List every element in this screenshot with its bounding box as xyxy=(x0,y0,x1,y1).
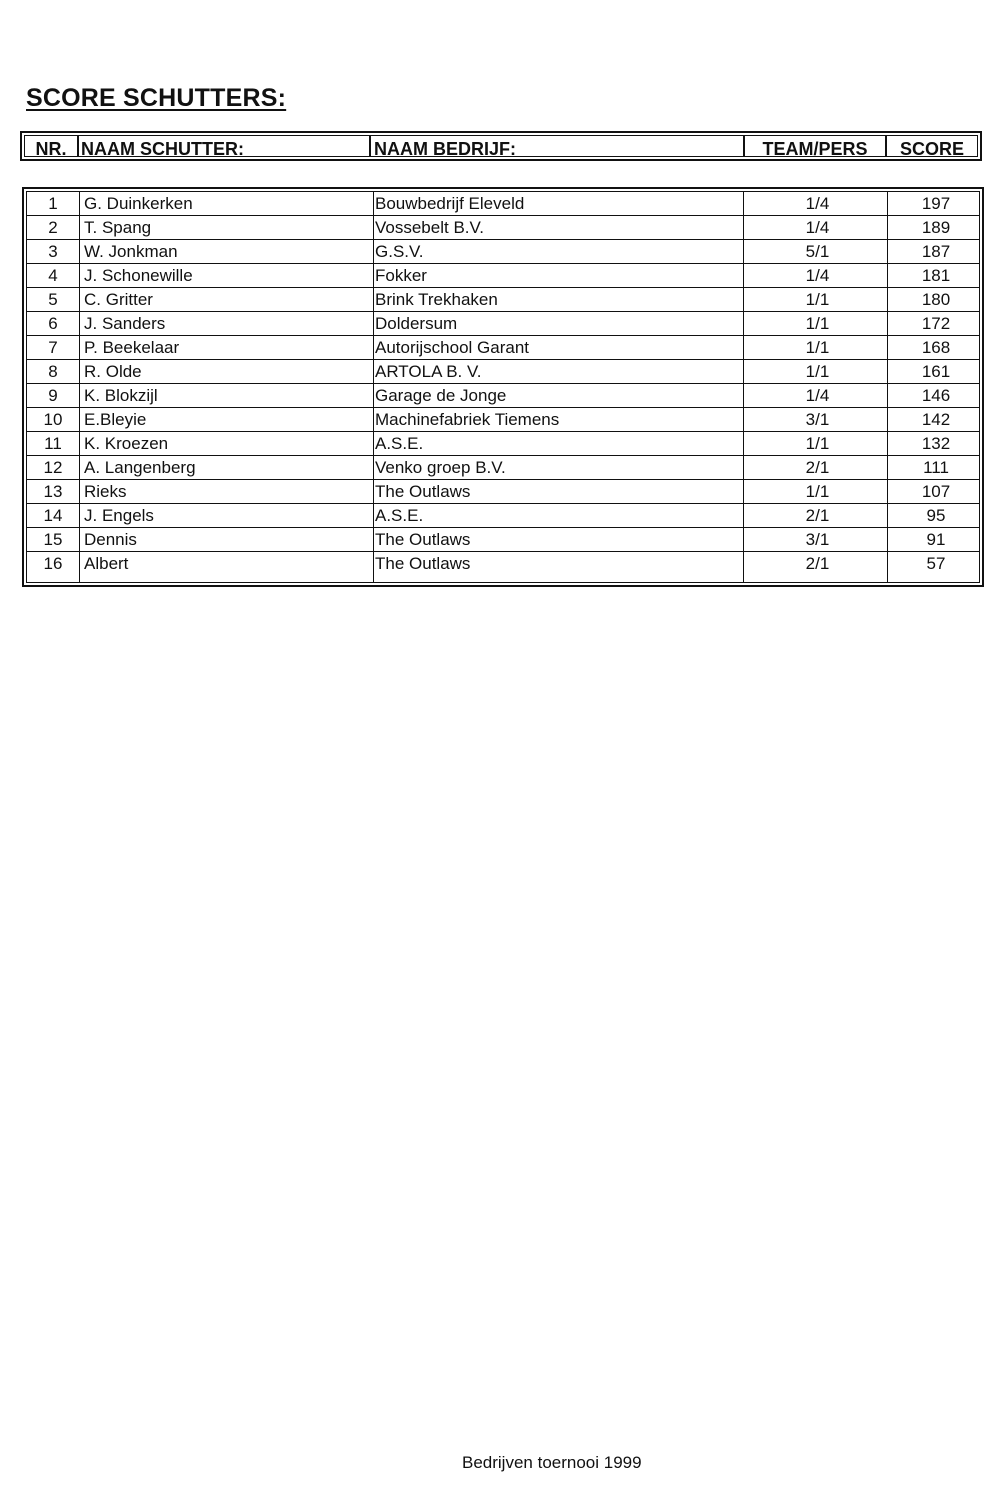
cell-company: Fokker xyxy=(375,266,427,285)
table-row xyxy=(27,480,979,504)
cell-name: K. Kroezen xyxy=(84,434,169,453)
cell-company: A.S.E. xyxy=(375,506,424,525)
cell-team: 2/1 xyxy=(805,458,830,477)
cell-team: 1/4 xyxy=(805,218,830,237)
cell-team: 1/1 xyxy=(805,482,830,501)
column-header-table xyxy=(20,131,982,161)
cell-company: Venko groep B.V. xyxy=(375,458,506,477)
cell-company: G.S.V. xyxy=(375,242,424,261)
cell-name: C. Gritter xyxy=(84,290,153,309)
column-header-row xyxy=(24,135,978,157)
cell-team: 1/4 xyxy=(805,194,830,213)
cell-team: 5/1 xyxy=(805,242,830,261)
cell-score: 132 xyxy=(921,434,951,453)
cell-team: 1/1 xyxy=(805,362,830,381)
column-header-team: TEAM/PERS xyxy=(743,136,885,156)
cell-name: P. Beekelaar xyxy=(84,338,180,357)
cell-score: 111 xyxy=(923,458,949,477)
cell-score: 181 xyxy=(921,266,951,285)
cell-name: Rieks xyxy=(84,482,127,501)
cell-nr: 7 xyxy=(48,338,58,357)
table-row xyxy=(27,384,979,408)
cell-nr: 1 xyxy=(48,194,58,213)
cell-nr: 11 xyxy=(44,434,62,453)
cell-company: Autorijschool Garant xyxy=(375,338,530,357)
cell-score: 180 xyxy=(921,290,951,309)
cell-nr: 14 xyxy=(43,506,63,525)
cell-nr: 4 xyxy=(48,266,58,285)
cell-score: 189 xyxy=(921,218,951,237)
table-row xyxy=(27,288,979,312)
cell-name: W. Jonkman xyxy=(84,242,178,261)
cell-score: 187 xyxy=(921,242,951,261)
cell-nr: 12 xyxy=(43,458,63,477)
cell-team: 1/4 xyxy=(805,266,830,285)
cell-company: Doldersum xyxy=(375,314,458,333)
cell-team: 1/1 xyxy=(805,338,830,357)
cell-name: J. Sanders xyxy=(84,314,166,333)
cell-company: Bouwbedrijf Eleveld xyxy=(375,194,525,213)
table-row xyxy=(27,336,979,360)
page-footer: Bedrijven toernooi 1999 xyxy=(462,1453,642,1472)
column-header-company: NAAM BEDRIJF: xyxy=(369,136,743,156)
table-row xyxy=(27,312,979,336)
cell-company: Vossebelt B.V. xyxy=(375,218,485,237)
cell-name: G. Duinkerken xyxy=(84,194,193,213)
cell-name: Dennis xyxy=(84,530,137,549)
cell-score: 57 xyxy=(926,554,946,573)
cell-score: 107 xyxy=(921,482,951,501)
cell-company: Machinefabriek Tiemens xyxy=(375,410,560,429)
score-table xyxy=(22,187,984,587)
cell-score: 146 xyxy=(921,386,951,405)
cell-company: ARTOLA B. V. xyxy=(375,362,482,381)
column-header-score: SCORE xyxy=(885,136,977,156)
cell-name: J. Engels xyxy=(84,506,154,525)
column-header-nr: NR. xyxy=(35,139,67,159)
table-row xyxy=(27,456,979,480)
cell-name: J. Schonewille xyxy=(84,266,193,285)
table-row xyxy=(27,192,979,216)
cell-team: 3/1 xyxy=(805,410,830,429)
cell-score: 168 xyxy=(921,338,951,357)
cell-name: R. Olde xyxy=(84,362,142,381)
table-row xyxy=(27,528,979,552)
cell-team: 2/1 xyxy=(805,554,830,573)
page-title: SCORE SCHUTTERS: xyxy=(26,84,287,112)
cell-score: 142 xyxy=(921,410,951,429)
table-row xyxy=(27,432,979,456)
cell-nr: 8 xyxy=(48,362,58,381)
cell-nr: 9 xyxy=(48,386,58,405)
cell-nr: 13 xyxy=(43,482,63,501)
table-row xyxy=(27,216,979,240)
cell-nr: 3 xyxy=(48,242,58,261)
score-rows xyxy=(26,191,980,583)
cell-nr: 6 xyxy=(48,314,58,333)
cell-name: K. Blokzijl xyxy=(84,386,158,405)
cell-score: 172 xyxy=(921,314,951,333)
table-row xyxy=(27,504,979,528)
cell-nr: 10 xyxy=(43,410,63,429)
cell-nr: 16 xyxy=(43,554,63,573)
cell-name: A. Langenberg xyxy=(84,458,196,477)
cell-company: Garage de Jonge xyxy=(375,386,507,405)
cell-name: Albert xyxy=(84,554,129,573)
cell-company: The Outlaws xyxy=(375,482,471,501)
cell-score: 91 xyxy=(926,530,946,549)
table-row xyxy=(27,264,979,288)
cell-name: E.Bleyie xyxy=(84,410,147,429)
cell-company: Brink Trekhaken xyxy=(375,290,498,309)
cell-nr: 15 xyxy=(43,530,63,549)
cell-score: 95 xyxy=(926,506,946,525)
cell-company: The Outlaws xyxy=(375,530,471,549)
cell-team: 1/1 xyxy=(805,290,830,309)
cell-company: A.S.E. xyxy=(375,434,424,453)
column-header-name: NAAM SCHUTTER: xyxy=(77,136,369,156)
cell-company: The Outlaws xyxy=(375,554,471,573)
cell-team: 3/1 xyxy=(805,530,830,549)
cell-name: T. Spang xyxy=(84,218,152,237)
cell-nr: 5 xyxy=(48,290,58,309)
table-row xyxy=(27,408,979,432)
cell-score: 161 xyxy=(921,362,951,381)
cell-team: 2/1 xyxy=(805,506,830,525)
cell-team: 1/1 xyxy=(805,434,830,453)
cell-team: 1/4 xyxy=(805,386,830,405)
cell-nr: 2 xyxy=(48,218,58,237)
table-row xyxy=(27,360,979,384)
cell-team: 1/1 xyxy=(805,314,830,333)
table-row xyxy=(27,240,979,264)
table-row xyxy=(27,552,979,576)
cell-score: 197 xyxy=(921,194,951,213)
